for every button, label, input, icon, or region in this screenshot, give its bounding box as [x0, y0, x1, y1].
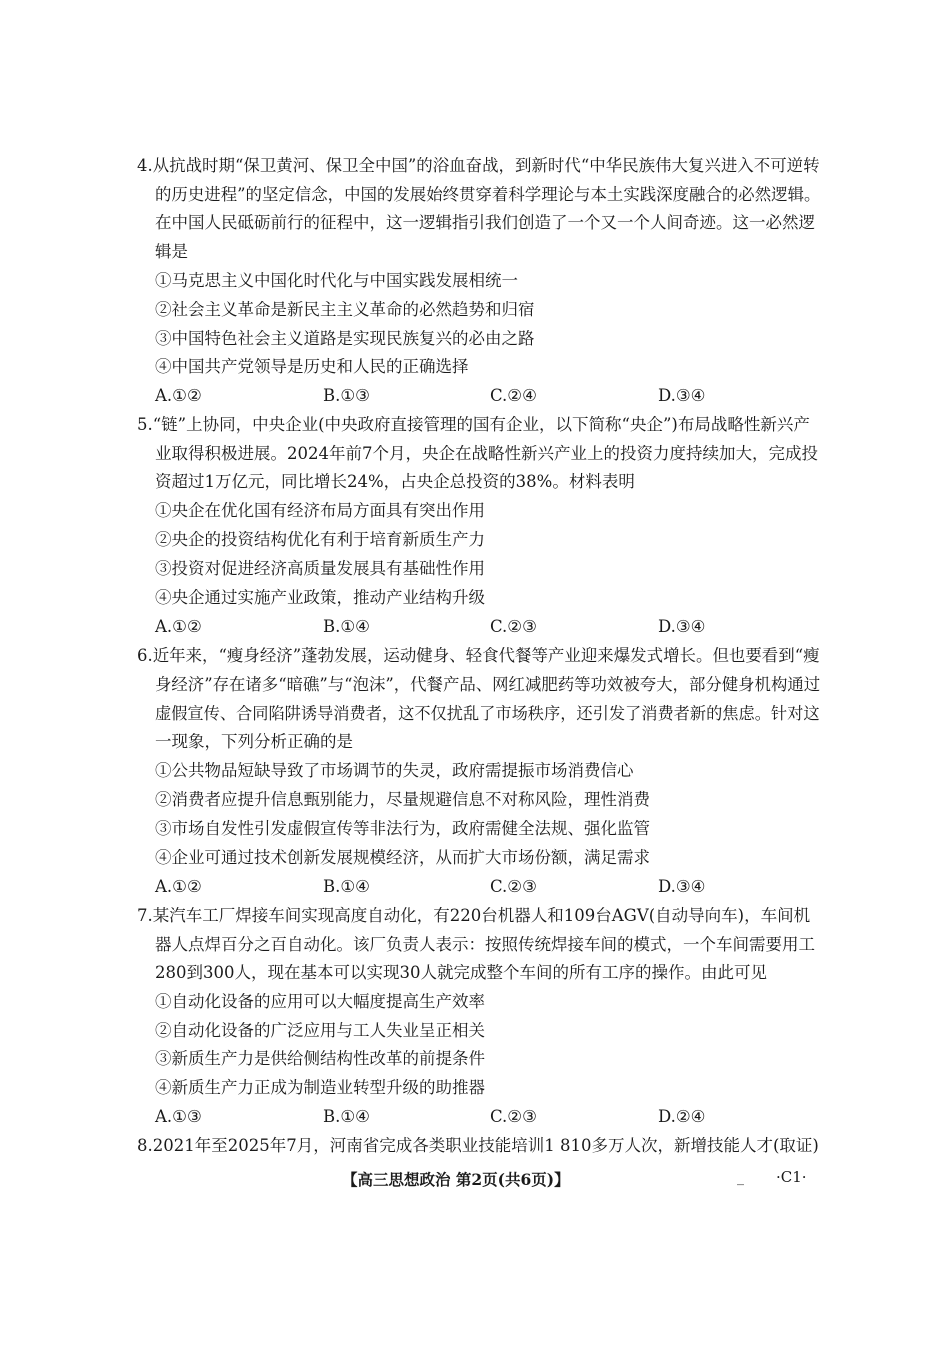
option-d: D.③④ — [658, 877, 706, 896]
option-d: D.③④ — [658, 617, 706, 636]
question-text-line: 6.近年来，“瘦身经济”蓬勃发展，运动健身、轻食代餐等产业迎来爆发式增长。但也要看到“瘦 — [137, 646, 820, 665]
statement: ①自动化设备的应用可以大幅度提高生产效率 — [155, 992, 485, 1011]
statement: ④企业可通过技术创新发展规模经济，从而扩大市场份额，满足需求 — [155, 848, 650, 867]
statement: ③市场自发性引发虚假宣传等非法行为，政府需健全法规、强化监管 — [155, 819, 650, 838]
footer-dash: _ — [737, 1170, 744, 1186]
option-b: B.①④ — [323, 877, 370, 896]
question-text-line: 身经济”存在诸多“暗礁”与“泡沫”，代餐产品、网红减肥药等功效被夸大，部分健身机构通过 — [155, 675, 821, 694]
option-d: D.③④ — [658, 386, 706, 405]
question-text-line: 资超过1万亿元，同比增长24%，占央企总投资的38%。材料表明 — [155, 472, 635, 491]
option-c: C.②③ — [490, 877, 537, 896]
question-text-line: 8.2021年至2025年7月，河南省完成各类职业技能培训1 810多万人次，新增技能人才(取证) — [137, 1136, 819, 1155]
option-c: C.②③ — [490, 1107, 537, 1126]
option-c: C.②④ — [490, 386, 537, 405]
question-text-line: 辑是 — [155, 242, 188, 261]
question-text-line: 的历史进程”的坚定信念，中国的发展始终贯穿着科学理论与本土实践深度融合的必然逻辑。 — [155, 185, 821, 204]
question-text-line: 业取得积极进展。2024年前7个月，央企在战略性新兴产业上的投资力度持续加大，完成投 — [155, 444, 818, 463]
question-text-line: 在中国人民砥砺前行的征程中，这一逻辑指引我们创造了一个又一个人间奇迹。这一必然逻 — [155, 213, 815, 232]
question-text-line: 虚假宣传、合同陷阱诱导消费者，这不仅扰乱了市场秩序，还引发了消费者新的焦虑。针对这 — [155, 704, 820, 723]
statement: ①公共物品短缺导致了市场调节的失灵，政府需提振市场消费信心 — [155, 761, 634, 780]
question-text-line: 280到300人，现在基本可以实现30人就完成整个车间的所有工序的操作。由此可见 — [155, 963, 767, 982]
question-text-line: 一现象，下列分析正确的是 — [155, 732, 353, 751]
statement: ③投资对促进经济高质量发展具有基础性作用 — [155, 559, 485, 578]
page-footer-title: 【高三思想政治 第2页(共6页)】 — [342, 1170, 570, 1189]
statement: ③新质生产力是供给侧结构性改革的前提条件 — [155, 1049, 485, 1068]
statement: ③中国特色社会主义道路是实现民族复兴的必由之路 — [155, 329, 535, 348]
statement: ②消费者应提升信息甄别能力，尽量规避信息不对称风险，理性消费 — [155, 790, 650, 809]
question-text-line: 器人点焊百分之百自动化。该厂负责人表示：按照传统焊接车间的模式，一个车间需要用工 — [155, 935, 815, 954]
footer-code: ·C1· — [776, 1168, 807, 1186]
statement: ④新质生产力正成为制造业转型升级的助推器 — [155, 1078, 485, 1097]
statement: ④中国共产党领导是历史和人民的正确选择 — [155, 357, 469, 376]
question-text-line: 5.“链”上协同，中央企业(中央政府直接管理的国有企业，以下简称“央企”)布局战略性新兴产 — [137, 415, 810, 434]
statement: ②央企的投资结构优化有利于培育新质生产力 — [155, 530, 485, 549]
statement: ②自动化设备的广泛应用与工人失业呈正相关 — [155, 1021, 485, 1040]
option-b: B.①④ — [323, 1107, 370, 1126]
option-a: A.①② — [155, 386, 202, 405]
statement: ①马克思主义中国化时代化与中国实践发展相统一 — [155, 271, 518, 290]
option-b: B.①③ — [323, 386, 370, 405]
question-text-line: 7.某汽车工厂焊接车间实现高度自动化，有220台机器人和109台AGV(自动导向车)，车间机 — [137, 906, 811, 925]
statement: ②社会主义革命是新民主主义革命的必然趋势和归宿 — [155, 300, 535, 319]
option-a: A.①② — [155, 617, 202, 636]
statement: ④央企通过实施产业政策，推动产业结构升级 — [155, 588, 485, 607]
question-text-line: 4.从抗战时期“保卫黄河、保卫全中国”的浴血奋战，到新时代“中华民族伟大复兴进入不可逆转 — [137, 156, 820, 175]
option-a: A.①② — [155, 877, 202, 896]
option-a: A.①③ — [155, 1107, 202, 1126]
statement: ①央企在优化国有经济布局方面具有突出作用 — [155, 501, 485, 520]
option-c: C.②③ — [490, 617, 537, 636]
option-b: B.①④ — [323, 617, 370, 636]
option-d: D.②④ — [658, 1107, 706, 1126]
